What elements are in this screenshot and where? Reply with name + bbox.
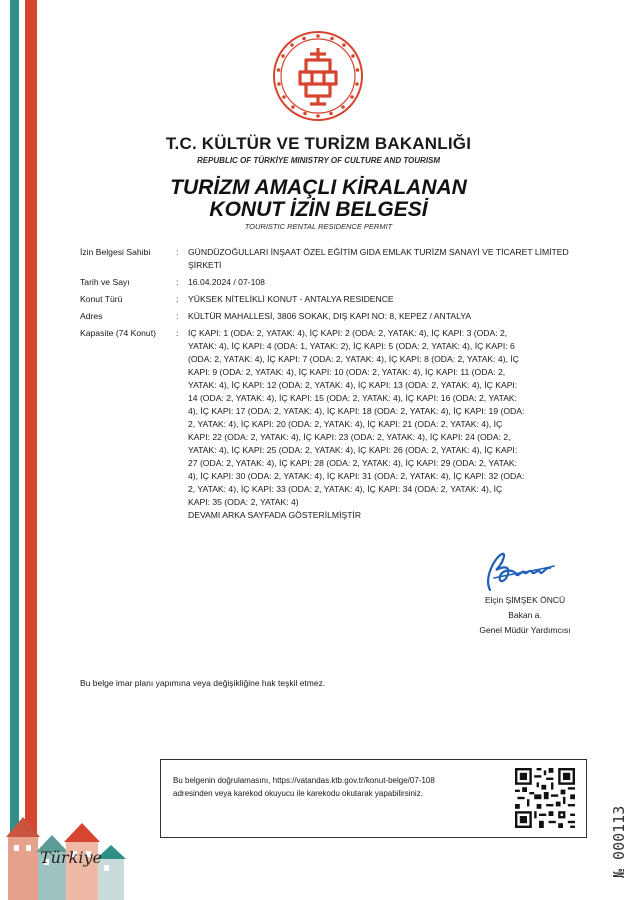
verification-line: Bu belgenin doğrulamasını, https://vatandas.ktb.gov.tr/konut-belge/07-108 <box>173 776 435 785</box>
date-value: 16.04.2024 / 07-108 <box>188 277 265 287</box>
capacity-line: KAPI: 35 (ODA: 2, YATAK: 4) <box>188 497 299 507</box>
capacity-line: 4), İÇ KAPI: 17 (ODA: 2, YATAK: 4), İÇ KAPI: 18 (ODA: 2, YATAK: 4), İÇ KAPI: 19 (ODA: <box>188 406 525 416</box>
address-value: KÜLTÜR MAHALLESİ, 3806 SOKAK, DIŞ KAPI NO: 8, KEPEZ / ANTALYA <box>188 311 472 321</box>
owner-value: GÜNDÜZOĞULLARI İNŞAAT ÖZEL EĞİTİM GIDA EMLAK TURİZM SANAYİ VE TİCARET LİMİTED ŞİRKETİ <box>188 247 569 270</box>
serial-number-text: № 000113 <box>610 805 628 878</box>
capacity-line: 14 (ODA: 2, YATAK: 4), İÇ KAPI: 15 (ODA: 2, YATAK: 4), İÇ KAPI: 16 (ODA: 2, YATAK: <box>188 393 518 403</box>
ministry-name-tr: T.C. KÜLTÜR VE TURİZM BAKANLIĞI <box>165 134 472 153</box>
capacity-value <box>188 327 590 522</box>
serial-number <box>602 770 630 880</box>
field-label: Konut Türü <box>80 294 123 304</box>
capacity-line: KAPI: 22 (ODA: 2, YATAK: 4), İÇ KAPI: 23 (ODA: 2, YATAK: 4), İÇ KAPI: 24 (ODA: 2, <box>188 432 511 442</box>
capacity-line: YATAK: 4), İÇ KAPI: 12 (ODA: 2, YATAK: 4), İÇ KAPI: 13 (ODA: 2, YATAK: 4), İÇ KAPI: <box>188 380 518 390</box>
field-owner: İzin Belgesi Sahibi : GÜNDÜZOĞULLARI İNŞAAT ÖZEL EĞİTİM GIDA EMLAK TURİZM SANAYİ VE TİCARET LİMİTED ŞİRKETİ <box>80 246 590 272</box>
capacity-line: YATAK: 4), İÇ KAPI: 25 (ODA: 2, YATAK: 4), İÇ KAPI: 26 (ODA: 2, YATAK: 4), İÇ KAPI: <box>188 445 518 455</box>
field-label: İzin Belgesi Sahibi <box>80 247 151 257</box>
document-title-en: TOURISTIC RENTAL RESIDENCE PERMIT <box>244 222 393 231</box>
field-address: Adres : KÜLTÜR MAHALLESİ, 3806 SOKAK, DIŞ KAPI NO: 8, KEPEZ / ANTALYA <box>80 310 590 323</box>
signer-block <box>450 595 600 635</box>
field-date: Tarih ve Sayı : 16.04.2024 / 07-108 <box>80 276 590 289</box>
permit-fields <box>80 246 590 526</box>
capacity-line: YATAK: 4), İÇ KAPI: 4 (ODA: 1, YATAK: 2), İÇ KAPI: 5 (ODA: 2, YATAK: 4), İÇ KAPI: 6 <box>188 341 515 351</box>
field-label: Tarih ve Sayı <box>80 277 130 287</box>
capacity-line: (ODA: 2, YATAK: 4), İÇ KAPI: 7 (ODA: 2, YATAK: 4), İÇ KAPI: 8 (ODA: 2, YATAK: 4), İÇ <box>188 354 519 364</box>
document-title-line1: TURİZM AMAÇLI KİRALANAN <box>170 176 467 199</box>
capacity-line: 2, YATAK: 4), İÇ KAPI: 20 (ODA: 2, YATAK: 4), İÇ KAPI: 21 (ODA: 2, YATAK: 4), İÇ <box>188 419 503 429</box>
signer-name: Elçin ŞİMŞEK ÖNCÜ <box>484 595 566 605</box>
document-title-line2: KONUT İZİN BELGESİ <box>209 198 428 221</box>
field-label: Kapasite (74 Konut) <box>80 328 156 338</box>
ministry-name-en: REPUBLIC OF TÜRKİYE MINISTRY OF CULTURE AND TOURISM <box>196 156 441 165</box>
qr-code-icon <box>515 768 575 828</box>
type-value: YÜKSEK NİTELİKLİ KONUT - ANTALYA RESIDENCE <box>188 294 394 304</box>
field-type: Konut Türü : YÜKSEK NİTELİKLİ KONUT - ANTALYA RESIDENCE <box>80 293 590 306</box>
continued-note: DEVAMI ARKA SAYFADA GÖSTERİLMİŞTİR <box>188 510 362 520</box>
signer-role: Bakan a. <box>508 610 542 620</box>
capacity-line: 4), İÇ KAPI: 30 (ODA: 2, YATAK: 4), İÇ KAPI: 31 (ODA: 2, YATAK: 4), İÇ KAPI: 32 (ODA: <box>188 471 525 481</box>
field-label: Adres <box>80 311 103 321</box>
capacity-line: 27 (ODA: 2, YATAK: 4), İÇ KAPI: 28 (ODA: 2, YATAK: 4), İÇ KAPI: 29 (ODA: 2, YATAK: <box>188 458 518 468</box>
disclaimer-text: Bu belge imar planı yapımına veya değişikliğine hak teşkil etmez. <box>80 678 326 688</box>
signature-image <box>480 548 560 596</box>
verification-box <box>160 759 587 838</box>
capacity-line: KAPI: 9 (ODA: 2, YATAK: 4), İÇ KAPI: 10 (ODA: 2, YATAK: 4), İÇ KAPI: 11 (ODA: 2, <box>188 367 506 377</box>
verification-text <box>173 774 493 800</box>
signer-title: Genel Müdür Yardımcısı <box>479 625 571 635</box>
verification-line: adresinden veya karekod okuyucu ile karekodu okutarak yapabilirsiniz. <box>173 789 423 798</box>
turkiye-logo-text: Türkiye <box>40 848 102 867</box>
capacity-line: 2, YATAK: 4), İÇ KAPI: 33 (ODA: 2, YATAK: 4), İÇ KAPI: 34 (ODA: 2, YATAK: 4), İÇ <box>188 484 503 494</box>
field-capacity: Kapasite (74 Konut) : İÇ KAPI: 1 (ODA: 2, YATAK: 4), İÇ KAPI: 2 (ODA: 2, YATAK: 4), İÇ KAPI: 3 (ODA: 2, YATAK: 4), İÇ KAPI: 4 (ODA: 1, YATAK: 2), İÇ KAPI: 5 (ODA: 2, YATAK: 4), İÇ KAPI: 6 (ODA: 2, YATAK: 4), İÇ KAPI: 7 (ODA: 2, YATAK: 4), İÇ KAPI: 8 (ODA: 2, YATAK: 4), İÇ KAPI: 9 (ODA: 2, YATAK: 4), İÇ KAPI: 10 (ODA: 2, YATAK: 4), İÇ KAPI: 11 (ODA: 2, YATAK: 4), İÇ KAPI: 12 (ODA: 2, YATAK: 4), İÇ KAPI: 13 (ODA: 2, YATAK: 4), İÇ KAPI: 14 (ODA: 2, YATAK: 4), İÇ KAPI: 15 (ODA: 2, YATAK: 4), İÇ KAPI: 16 (ODA: 2, YATAK: 4), İÇ KAPI: 17 (ODA: 2, YATAK: 4), İÇ KAPI: 18 (ODA: 2, YATAK: 4), İÇ KAPI: 19 (ODA: 2, YATAK: 4), İÇ KAPI: 20 (ODA: 2, YATAK: 4), İÇ KAPI: 21 (ODA: 2, YATAK: 4), İÇ KAPI: 22 (ODA: 2, YATAK: 4), İÇ KAPI: 23 (ODA: 2, YATAK: 4), İÇ KAPI: 24 (ODA: 2, YATAK: 4), İÇ KAPI: 25 (ODA: 2, YATAK: 4), İÇ KAPI: 26 (ODA: 2, YATAK: 4), İÇ KAPI: 27 (ODA: 2, YATAK: 4), İÇ KAPI: 28 (ODA: 2, YATAK: 4), İÇ KAPI: 29 (ODA: 2, YATAK: 4), İÇ KAPI: 30 (ODA: 2, YATAK: 4), İÇ KAPI: 31 (ODA: 2, YATAK: 4), İÇ KAPI: 32 (ODA: 2, YATAK: 4), İÇ KAPI: 33 (ODA: 2, YATAK: 4), İÇ KAPI: 34 (ODA: 2, YATAK: 4), İÇ KAPI: 35 (ODA: 2, YATAK: 4) DEVAMI ARKA SAYFADA GÖSTERİLMİŞTİR <box>80 327 590 522</box>
capacity-line: İÇ KAPI: 1 (ODA: 2, YATAK: 4), İÇ KAPI: 2 (ODA: 2, YATAK: 4), İÇ KAPI: 3 (ODA: 2, <box>188 328 508 338</box>
ministry-emblem-icon <box>272 30 364 122</box>
